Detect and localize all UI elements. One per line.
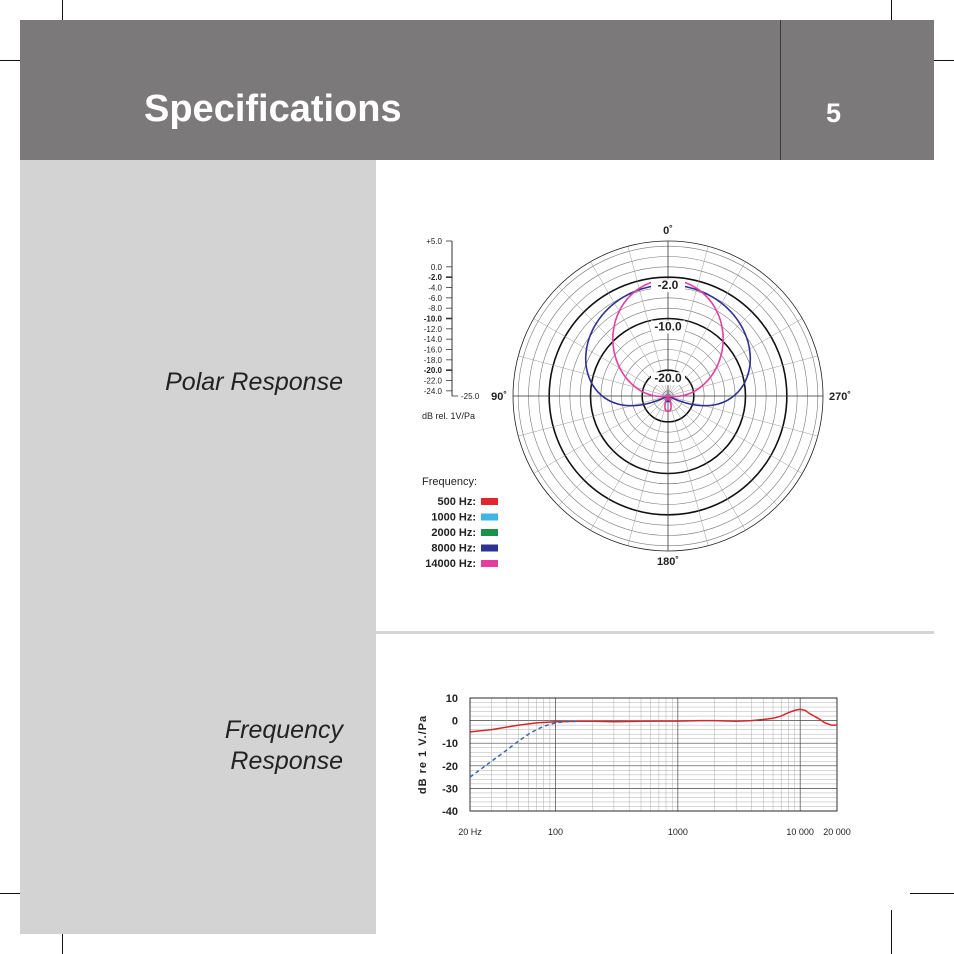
legend-label: 1000 Hz: [431,511,476,524]
polar-response-chart [376,160,934,600]
scale-tick-label: -6.0 [428,293,442,303]
freq-x-tick-label: 1000 [667,827,688,837]
scale-tick-label: -25.0 [461,392,480,401]
scale-tick-label: +5.0 [426,237,442,246]
angle-label-0: 0˚ [663,225,673,237]
legend-label: 14000 Hz: [425,558,476,570]
freq-x-tick-label: 20 Hz [458,827,482,837]
polar-spoke [668,396,708,546]
scale-tick-label: -22.0 [423,376,442,386]
page-number: 5 [826,98,842,128]
section-divider [376,631,934,634]
scale-tick-label: -18.0 [423,355,442,365]
freq-x-tick-label: 10 000 [786,827,814,837]
polar-spoke [628,396,668,546]
polar-spoke [668,356,818,396]
polar-spoke [668,396,818,436]
polar-spoke [668,396,778,506]
frequency-response-heading [225,715,343,777]
angle-label-180: 180˚ [656,556,680,568]
freq-y-tick-label: -20 [442,760,458,773]
scale-tick-label: -16.0 [423,345,442,355]
polar-spoke [591,396,669,530]
freq-y-tick-label: -40 [442,806,458,818]
polar-spoke [534,396,668,474]
page-title: Specifications [144,88,402,130]
polar-scale [422,237,480,421]
crop-mark [891,910,892,954]
frequency-response-chart [376,680,934,860]
side-panel [20,160,376,934]
angle-label-270: 270˚ [829,391,852,403]
legend-label: 8000 Hz: [431,542,476,555]
scale-unit: dB rel. 1V/Pa [422,411,476,421]
freq-y-tick-label: -10 [442,738,458,751]
legend-swatch [481,529,498,536]
polar-response-label: Polar Response [165,368,343,396]
frequency-response-line1: Frequency [224,716,343,744]
legend-swatch [481,498,498,505]
legend-title: Frequency: [422,476,478,488]
scale-tick-label: -12.0 [423,324,442,334]
header-divider [780,20,781,160]
scale-tick-label: 0.0 [430,262,442,272]
polar-spoke [668,319,802,397]
freq-y-tick-label: -30 [442,783,458,796]
ring-label: -2.0 [657,278,679,293]
legend-label: 500 Hz: [437,496,476,508]
legend-swatch [481,545,498,552]
polar-spoke [534,319,668,397]
freq-y-axis-label: dB re 1 V./Pa [417,714,429,795]
legend-swatch [481,560,498,567]
polar-response-heading [165,367,343,398]
freq-y-tick-label: 0 [451,715,458,728]
scale-tick-label: -24.0 [423,386,442,396]
polar-spoke [668,396,746,530]
legend-swatch [481,514,498,521]
ring-label: -10.0 [654,319,682,334]
polar-spoke [558,396,668,506]
polar-spoke [668,396,802,474]
angle-label-90: 90˚ [491,391,507,403]
crop-mark [910,893,954,894]
scale-tick-label: -4.0 [428,283,442,293]
scale-tick-label: -14.0 [423,335,442,345]
scale-tick-label: -20.0 [423,366,442,376]
freq-y-tick-label: 10 [445,693,458,705]
scale-tick-label: -8.0 [428,304,442,314]
scale-tick-label: -10.0 [423,314,442,324]
polar-spoke [518,396,668,436]
polar-legend [422,476,498,570]
page-header [20,20,934,160]
scale-tick-label: -2.0 [428,273,442,283]
freq-x-tick-label: 100 [547,827,564,837]
ring-label: -20.0 [654,371,682,386]
frequency-response-line2: Response [230,747,343,775]
freq-x-tick-label: 20 000 [823,827,851,837]
polar-spoke [518,356,668,396]
legend-label: 2000 Hz: [431,527,476,539]
